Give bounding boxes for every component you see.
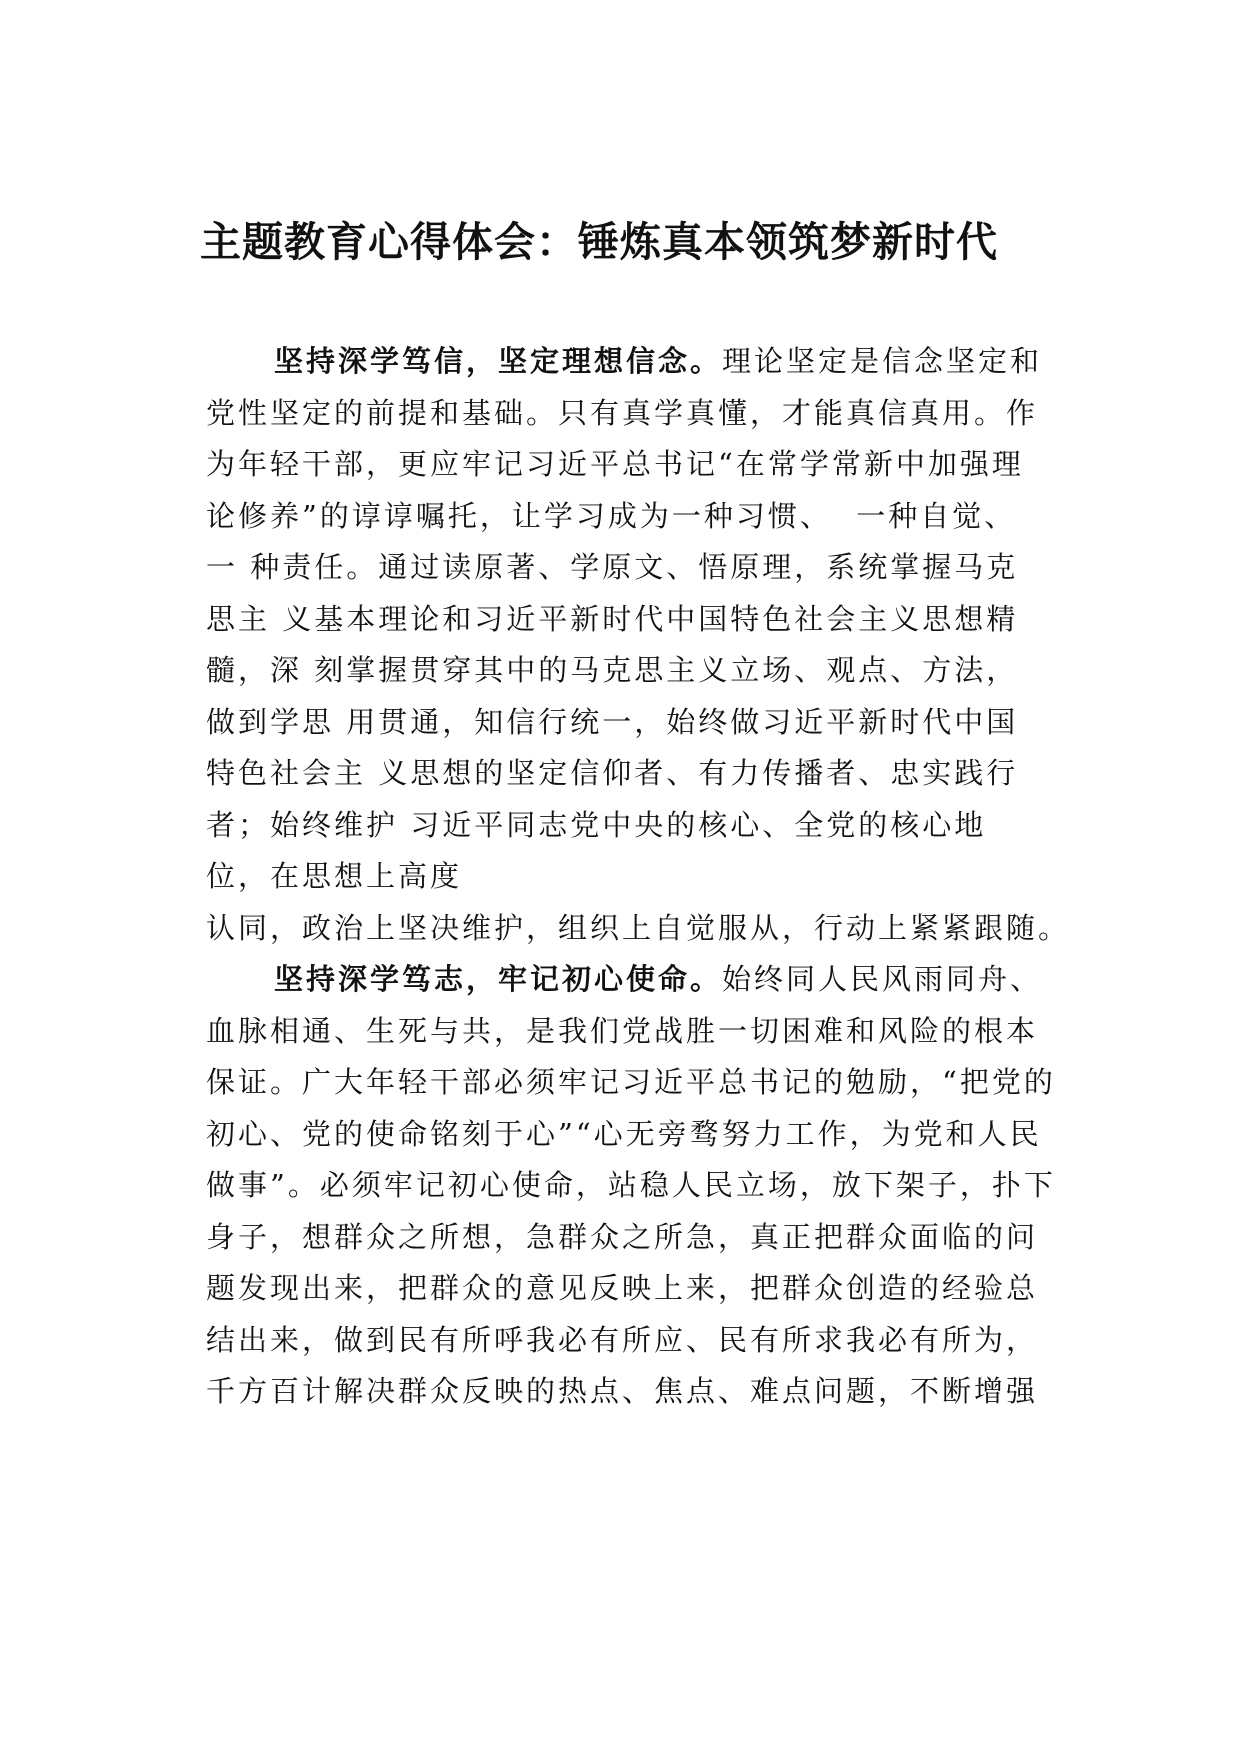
paragraph-2-line: 初心、党的使命铭刻于心”“心无旁骛努力工作，为党和人民 — [206, 1116, 1042, 1151]
paragraph-1-line-1 — [206, 336, 1086, 388]
paragraph-1-line: 认同，政治上坚决维护，组织上自觉服从，行动上紧紧跟随。 — [206, 910, 1071, 945]
paragraph-2-line: 千方百计解决群众反映的热点、焦点、难点问题，不断增强 — [206, 1374, 1039, 1408]
paragraph-2-line-1-text: 始终同人民风雨同舟、 — [722, 962, 1043, 996]
paragraph-1-lead: 坚持深学笃信，坚定理想信念。 — [274, 344, 723, 378]
paragraph-2-line: 题发现出来，把群众的意见反映上来，把群众创造的经验总 — [206, 1271, 1039, 1305]
paragraph-1-line: 做到学思 用贯通，知信行统一，始终做习近平新时代中国 — [206, 704, 1019, 739]
document-body — [206, 336, 1086, 1418]
paragraph-1-line-1-text: 理论坚定是信念坚定和 — [722, 344, 1043, 378]
paragraph-1-line: 思主 义基本理论和习近平新时代中国特色社会主义思想精 — [206, 601, 1019, 636]
paragraph-2-line: 身子，想群众之所想，急群众之所急，真正把群众面临的问 — [206, 1219, 1039, 1254]
paragraph-2-lead: 坚持深学笃志，牢记初心使命。 — [274, 962, 723, 996]
paragraph-2-line-1 — [206, 954, 1086, 1006]
document-title: 主题教育心得体会：锤炼真本领筑梦新时代 — [200, 218, 998, 266]
paragraph-2-line: 保证。广大年轻干部必须牢记习近平总书记的勉励，“把党的 — [206, 1065, 1056, 1099]
paragraph-1-line: 论修养”的谆谆嘱托，让学习成为一种习惯、 一种自觉、 — [206, 498, 1017, 533]
paragraph-1-line: 特色社会主 义思想的坚定信仰者、有力传播者、忠实践行 — [206, 756, 1019, 790]
paragraph-1-line: 位，在思想上高度 — [206, 859, 463, 893]
paragraph-2-line: 做事”。必须牢记初心使命，站稳人民立场，放下架子，扑下 — [206, 1168, 1056, 1202]
paragraph-1-line: 为年轻干部，更应牢记习近平总书记“在常学常新中加强理 — [206, 447, 1024, 481]
paragraph-1-line: 党性坚定的前提和基础。只有真学真懂，才能真信真用。作 — [206, 395, 1039, 430]
paragraph-2-line: 结出来，做到民有所呼我必有所应、民有所求我必有所为， — [206, 1322, 1039, 1357]
paragraph-1-line: 者；始终维护 习近平同志党中央的核心、全党的核心地 — [206, 807, 987, 842]
paragraph-1-line: 髓，深 刻掌握贯穿其中的马克思主义立场、观点、方法， — [206, 653, 1019, 687]
paragraph-1-line: 一 种责任。通过读原著、学原文、悟原理，系统掌握马克 — [206, 550, 1019, 584]
paragraph-2-line: 血脉相通、生死与共，是我们党战胜一切困难和风险的根本 — [206, 1013, 1039, 1048]
